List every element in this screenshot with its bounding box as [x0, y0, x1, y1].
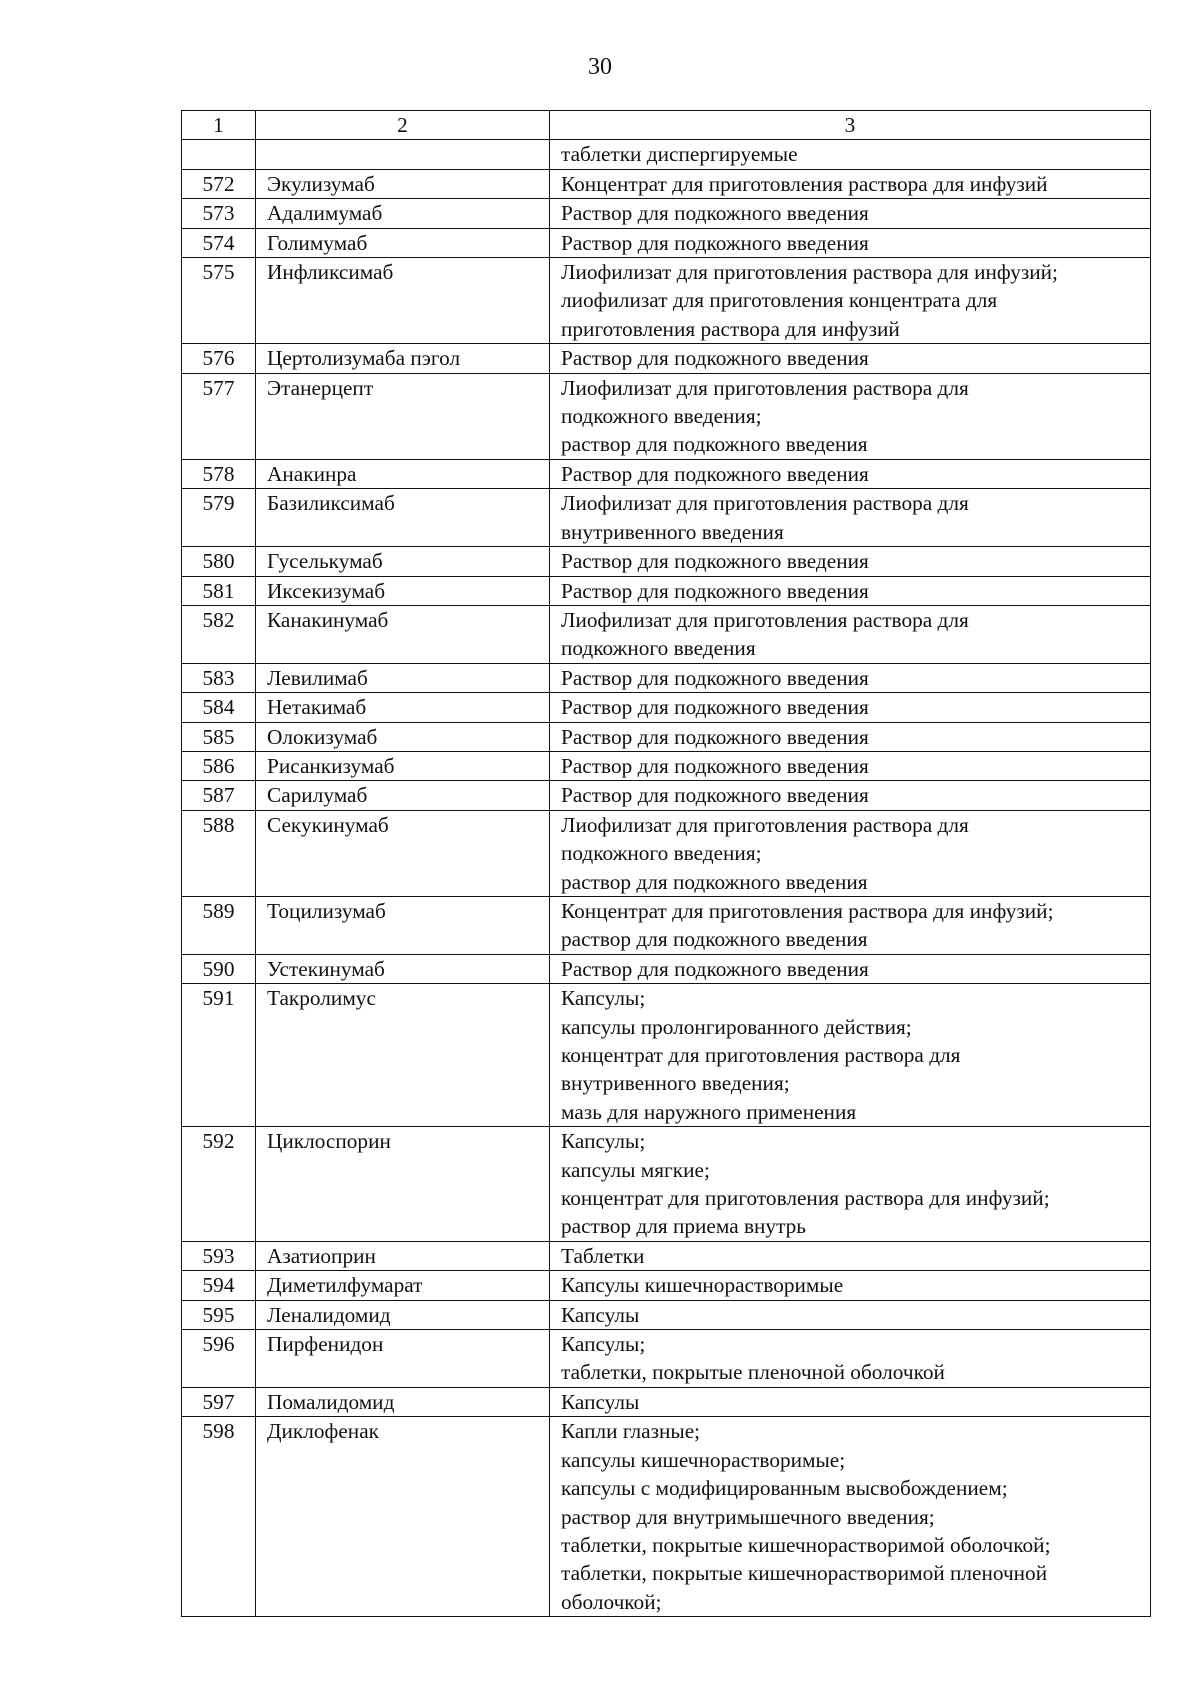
drug-name-cell: Такролимус [256, 984, 550, 1127]
dosage-form-line: концентрат для приготовления раствора для [561, 1043, 961, 1067]
drug-name-cell: Анакинра [256, 459, 550, 488]
dosage-form-line: Концентрат для приготовления раствора для инфузий; [561, 898, 1054, 923]
column-header: 1 [182, 111, 256, 140]
dosage-form-line: Капсулы кишечнорастворимые [561, 1273, 844, 1298]
dosage-form-line: подкожного введения [561, 636, 756, 661]
drug-name-cell: Помалидомид [256, 1387, 550, 1416]
dosage-form-line: раствор для подкожного введения [561, 432, 868, 457]
row-number-cell: 594 [182, 1271, 256, 1300]
dosage-form-line: раствор для внутримышечного введения; [561, 1504, 935, 1529]
dosage-form-line: таблетки, покрытые пленочной оболочкой [561, 1360, 945, 1385]
dosage-form-cell [550, 896, 1151, 954]
table-row [182, 810, 1151, 896]
dosage-form-cell [550, 140, 1151, 169]
dosage-form-cell [550, 1330, 1151, 1388]
table-row [182, 576, 1151, 605]
row-number-cell: 579 [182, 489, 256, 547]
dosage-form-line: Раствор для подкожного введения [561, 753, 869, 778]
row-number-cell: 583 [182, 663, 256, 692]
row-number-cell: 592 [182, 1127, 256, 1242]
table-row [182, 1271, 1151, 1300]
dosage-form-line: таблетки диспергируемые [561, 142, 798, 167]
drug-name-cell: Секукинумаб [256, 810, 550, 896]
row-number-cell: 582 [182, 605, 256, 663]
dosage-form-cell [550, 228, 1151, 257]
drug-name-cell: Циклоспорин [256, 1127, 550, 1242]
drug-name-cell: Канакинумаб [256, 605, 550, 663]
drug-name-cell: Сарилумаб [256, 781, 550, 810]
dosage-form-line: Раствор для подкожного введения [561, 956, 869, 981]
dosage-form-line: лиофилизат для приготовления концентрата для [561, 288, 998, 313]
table-row [182, 663, 1151, 692]
dosage-form-cell [550, 459, 1151, 488]
table-row [182, 984, 1151, 1127]
dosage-form-line: Капсулы; [561, 986, 646, 1011]
drug-name-cell: Базиликсимаб [256, 489, 550, 547]
table-row [182, 1241, 1151, 1270]
dosage-form-line: Капсулы; [561, 1129, 646, 1154]
dosage-form-cell [550, 169, 1151, 198]
column-header: 3 [550, 111, 1151, 140]
dosage-form-line: подкожного введения; [561, 404, 762, 429]
row-number-cell: 574 [182, 228, 256, 257]
dosage-form-cell [550, 722, 1151, 751]
dosage-form-cell [550, 547, 1151, 576]
table-row [182, 1300, 1151, 1329]
dosage-form-line: раствор для подкожного введения [561, 927, 868, 952]
drug-name-cell: Этанерцепт [256, 373, 550, 459]
dosage-form-line: Раствор для подкожного введения [561, 230, 869, 255]
dosage-form-line: внутривенного введения [561, 519, 784, 544]
row-number-cell: 597 [182, 1387, 256, 1416]
dosage-form-line: Раствор для подкожного введения [561, 695, 869, 720]
drug-name-cell: Инфликсимаб [256, 258, 550, 344]
dosage-form-line: Раствор для подкожного введения [561, 724, 869, 749]
dosage-form-line: Капли глазные; [561, 1419, 701, 1444]
dosage-form-cell [550, 663, 1151, 692]
drug-name-cell: Диметилфумарат [256, 1271, 550, 1300]
drug-name-cell: Цертолизумаба пэгол [256, 344, 550, 373]
table-row [182, 547, 1151, 576]
table-row [182, 1127, 1151, 1242]
dosage-form-line: таблетки, покрытые кишечнорастворимой пленочной [561, 1561, 1048, 1586]
table-row [182, 751, 1151, 780]
dosage-form-cell [550, 1241, 1151, 1270]
dosage-form-cell [550, 489, 1151, 547]
dosage-form-cell [550, 1271, 1151, 1300]
dosage-form-cell [550, 1300, 1151, 1329]
row-number-cell: 572 [182, 169, 256, 198]
table-row [182, 344, 1151, 373]
column-header: 2 [256, 111, 550, 140]
row-number-cell: 576 [182, 344, 256, 373]
table-row [182, 140, 1151, 169]
table-row [182, 722, 1151, 751]
dosage-form-line: Лиофилизат для приготовления раствора для [561, 812, 969, 837]
dosage-form-line: Раствор для подкожного введения [561, 665, 869, 690]
table-row [182, 459, 1151, 488]
dosage-form-line: Концентрат для приготовления раствора для инфузий [561, 171, 1048, 196]
dosage-form-line: Раствор для подкожного введения [561, 346, 869, 371]
drug-name-cell: Гуселькумаб [256, 547, 550, 576]
row-number-cell: 587 [182, 781, 256, 810]
dosage-form-line: таблетки, покрытые кишечнорастворимой оболочкой; [561, 1532, 1051, 1557]
dosage-form-line: капсулы мягкие; [561, 1157, 710, 1182]
drug-name-cell: Рисанкизумаб [256, 751, 550, 780]
row-number-cell: 575 [182, 258, 256, 344]
row-number-cell: 580 [182, 547, 256, 576]
drug-name-cell: Иксекизумаб [256, 576, 550, 605]
dosage-form-cell [550, 810, 1151, 896]
drug-name-cell: Голимумаб [256, 228, 550, 257]
table-header-row [182, 111, 1151, 140]
dosage-form-line: капсулы пролонгированного действия; [561, 1014, 912, 1039]
dosage-form-line: раствор для приема внутрь [561, 1214, 807, 1239]
drug-name-cell: Олокизумаб [256, 722, 550, 751]
table-row [182, 258, 1151, 344]
dosage-form-cell [550, 605, 1151, 663]
row-number-cell: 589 [182, 896, 256, 954]
row-number-cell: 590 [182, 954, 256, 983]
dosage-form-cell [550, 781, 1151, 810]
row-number-cell: 584 [182, 693, 256, 722]
dosage-form-line: капсулы с модифицированным высвобождением; [561, 1476, 1008, 1501]
table-row [182, 781, 1151, 810]
row-number-cell: 581 [182, 576, 256, 605]
table-row [182, 693, 1151, 722]
drug-name-cell: Адалимумаб [256, 199, 550, 228]
row-number-cell: 591 [182, 984, 256, 1127]
table-body [182, 111, 1151, 1617]
row-number-cell [182, 140, 256, 169]
drug-name-cell [256, 140, 550, 169]
drug-name-cell: Нетакимаб [256, 693, 550, 722]
table-row [182, 228, 1151, 257]
table-row [182, 896, 1151, 954]
dosage-form-cell [550, 693, 1151, 722]
dosage-form-line: Капсулы [561, 1389, 640, 1414]
row-number-cell: 573 [182, 199, 256, 228]
drug-name-cell: Устекинумаб [256, 954, 550, 983]
dosage-form-line: приготовления раствора для инфузий [561, 316, 900, 341]
dosage-form-line: Раствор для подкожного введения [561, 578, 869, 603]
dosage-form-cell [550, 373, 1151, 459]
dosage-form-line: Раствор для подкожного введения [561, 549, 869, 574]
row-number-cell: 577 [182, 373, 256, 459]
row-number-cell: 585 [182, 722, 256, 751]
dosage-form-line: Лиофилизат для приготовления раствора для [561, 607, 969, 632]
row-number-cell: 598 [182, 1417, 256, 1617]
dosage-form-line: подкожного введения; [561, 841, 762, 866]
dosage-form-cell [550, 258, 1151, 344]
table-row [182, 1330, 1151, 1388]
table-row [182, 199, 1151, 228]
dosage-form-line: Таблетки [561, 1243, 645, 1268]
row-number-cell: 595 [182, 1300, 256, 1329]
table-row [182, 373, 1151, 459]
dosage-form-line: Лиофилизат для приготовления раствора для [561, 375, 969, 400]
table-row [182, 169, 1151, 198]
dosage-form-line: Лиофилизат для приготовления раствора для [561, 491, 969, 516]
drug-name-cell: Левилимаб [256, 663, 550, 692]
drug-name-cell: Тоцилизумаб [256, 896, 550, 954]
table-row [182, 954, 1151, 983]
row-number-cell: 588 [182, 810, 256, 896]
dosage-form-line: Лиофилизат для приготовления раствора для инфузий; [561, 260, 1058, 285]
table-row [182, 489, 1151, 547]
table-row [182, 605, 1151, 663]
dosage-form-line: капсулы кишечнорастворимые; [561, 1447, 846, 1472]
drug-table [181, 110, 1151, 1617]
drug-name-cell: Экулизумаб [256, 169, 550, 198]
drug-name-cell: Пирфенидон [256, 1330, 550, 1388]
row-number-cell: 578 [182, 459, 256, 488]
dosage-form-cell [550, 954, 1151, 983]
page-number: 30 [588, 54, 612, 80]
row-number-cell: 593 [182, 1241, 256, 1270]
dosage-form-cell [550, 344, 1151, 373]
dosage-form-line: мазь для наружного применения [561, 1099, 857, 1124]
dosage-form-cell [550, 1387, 1151, 1416]
drug-name-cell: Леналидомид [256, 1300, 550, 1329]
dosage-form-line: Раствор для подкожного введения [561, 201, 869, 226]
table-row [182, 1417, 1151, 1617]
dosage-form-line: оболочкой; [561, 1589, 662, 1614]
table-row [182, 1387, 1151, 1416]
dosage-form-cell [550, 1127, 1151, 1242]
dosage-form-line: Раствор для подкожного введения [561, 461, 869, 486]
dosage-form-cell [550, 984, 1151, 1127]
dosage-form-cell [550, 1417, 1151, 1617]
dosage-form-line: концентрат для приготовления раствора для инфузий; [561, 1186, 1050, 1211]
dosage-form-line: внутривенного введения; [561, 1071, 790, 1096]
dosage-form-line: Капсулы [561, 1302, 640, 1327]
row-number-cell: 586 [182, 751, 256, 780]
row-number-cell: 596 [182, 1330, 256, 1388]
dosage-form-cell [550, 751, 1151, 780]
dosage-form-cell [550, 199, 1151, 228]
drug-name-cell: Азатиоприн [256, 1241, 550, 1270]
dosage-form-line: Капсулы; [561, 1332, 646, 1357]
dosage-form-cell [550, 576, 1151, 605]
drug-name-cell: Диклофенак [256, 1417, 550, 1617]
dosage-form-line: раствор для подкожного введения [561, 869, 868, 894]
dosage-form-line: Раствор для подкожного введения [561, 783, 869, 808]
